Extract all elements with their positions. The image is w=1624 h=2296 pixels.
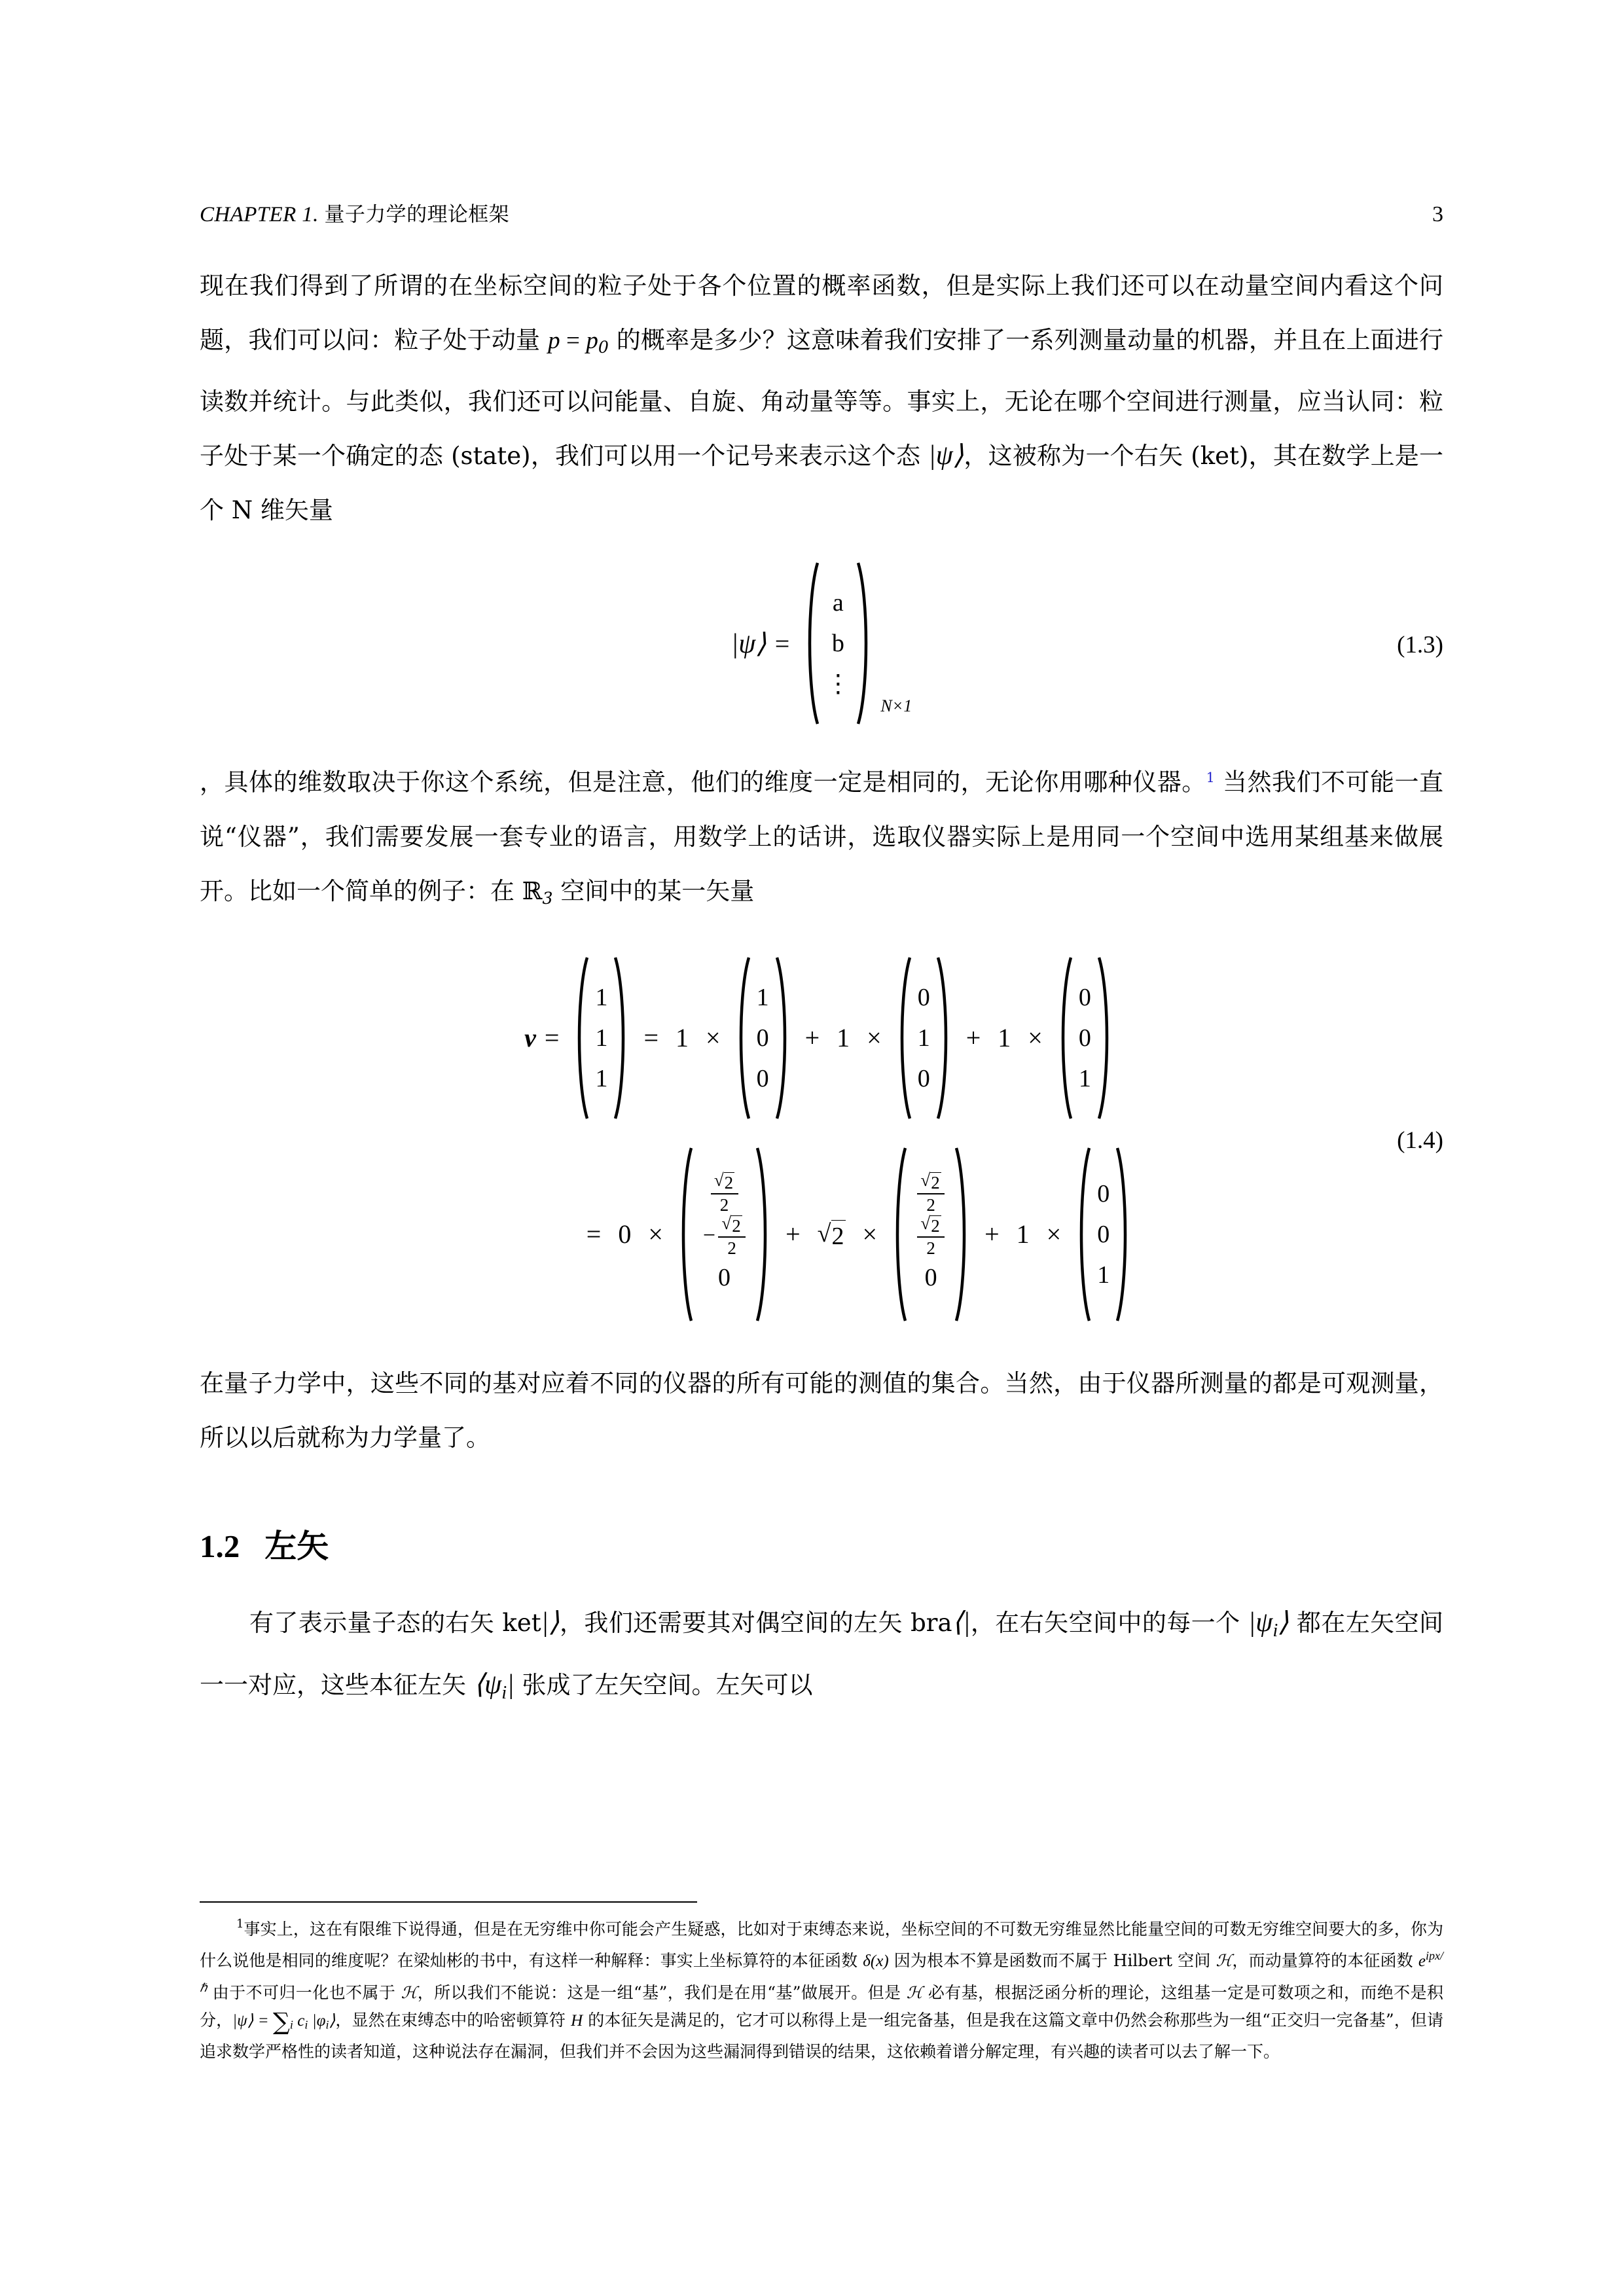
- p1-ket-psi: |ψ⟩: [928, 440, 964, 471]
- sqrt-icon: √ 2: [920, 1170, 940, 1193]
- p4-text-b: ，我们还需要其对偶空间的左矢 bra: [559, 1608, 952, 1637]
- left-paren-icon: [571, 956, 588, 1120]
- paragraph-observable: 在量子力学中，这些不同的基对应着不同的仪器的所有可能的测值的集合。当然，由于仪器所测量的都是可观测量，所以以后就称为力学量了。: [200, 1369, 1443, 1452]
- p2-symbol-R: ℝ: [522, 876, 543, 905]
- eq13-vector-subscript: N×1: [880, 696, 912, 716]
- left-paren-icon: [1074, 1147, 1091, 1322]
- eq14-r1-t1-cell-1: 1: [917, 1024, 930, 1052]
- eq14-r2-t0-cells: [693, 1147, 756, 1322]
- p1-text-c: ，这被称为一个右矢 (ket)，其在数学上是一个 N 维矢量: [200, 442, 1443, 525]
- eq14-r1-t2-coef: 1: [998, 1023, 1011, 1053]
- left-paren-icon: [676, 1147, 693, 1322]
- eq14-r1-lhs-cell-0: 1: [595, 983, 608, 1011]
- eq13-vector-wrap: [798, 562, 912, 725]
- eq14-r1-t1-vector: [894, 956, 954, 1120]
- eq14-r2-t1-cell-1: [917, 1214, 945, 1258]
- footnote-marker-link[interactable]: 1: [1206, 770, 1215, 786]
- eq14-r1-t2-cells: [1072, 956, 1098, 1120]
- p4-ket-empty: |⟩: [541, 1607, 560, 1638]
- fn-text-3: ，而动量算符的本征函数: [1232, 1951, 1418, 1971]
- eq14-r2-t2-vector: [1074, 1147, 1133, 1322]
- eq13-cell-2: ⋮: [825, 670, 851, 698]
- eq14-r1-t0-cell-0: 1: [756, 983, 769, 1011]
- eq14-r2-t2-plus: +: [984, 1219, 1000, 1249]
- negative-fraction: [703, 1215, 746, 1257]
- eq13-lhs: |ψ⟩: [731, 629, 767, 660]
- left-paren-icon: [890, 1147, 907, 1322]
- right-paren-icon: [955, 1147, 972, 1322]
- equation-1-3-row: [200, 545, 1443, 742]
- section-heading-1-2: [200, 1521, 1443, 1567]
- eq14-r1-t1-times: ×: [867, 1023, 882, 1053]
- fraction-numerator: [712, 1172, 737, 1193]
- paragraph-intro: [200, 259, 1443, 537]
- eq14-r2-t0-cell-1: [703, 1214, 746, 1257]
- eq14-r2-t2-coef: 1: [1016, 1219, 1030, 1249]
- page-number: 3: [1432, 202, 1443, 226]
- eq14-r1-lhs-cell-1: 1: [595, 1024, 608, 1052]
- fraction-sqrt2-over-2: [718, 1215, 746, 1257]
- right-paren-icon: [1098, 956, 1115, 1120]
- right-paren-icon: [1116, 1147, 1133, 1322]
- running-head: [200, 204, 1443, 226]
- fn-delta-function: δ(x): [863, 1952, 889, 1971]
- eq14-r2-t1-cell-2: 0: [924, 1264, 937, 1292]
- eq13-cell-0: a: [832, 589, 844, 617]
- equation-1-3-number: (1.3): [1397, 632, 1443, 659]
- eq14-vector-lhs: [571, 956, 631, 1120]
- p4-ket-psi-i: $|\psi_i⟩$: [1248, 1607, 1289, 1641]
- eq14-lhs-v: v: [524, 1023, 536, 1053]
- eq14-r2-t1-plus: +: [785, 1219, 801, 1249]
- fraction-denominator: 2: [727, 1238, 736, 1258]
- footnote-number: 1: [236, 1917, 244, 1931]
- eq14-r2-equals: =: [586, 1219, 602, 1249]
- eq14-r2-t1-coef: [818, 1217, 846, 1251]
- fn-text-8: 的本征矢是满足的，它才可以称得上是一组完备基，但是我在这篇文章中仍然会称那些为一组“正交归一完备基”，但请追求数学严格性的读者知道，这种说法存在漏洞，但我们并不会因为这些漏洞得到错误的结果，这依赖着谱分解定理，有兴趣的读者可以去了解一下。: [200, 2010, 1443, 2062]
- equation-1-4-number: (1.4): [1397, 1126, 1443, 1154]
- paragraph-dimension: [200, 751, 1443, 925]
- eq14-r2-t0-cell-0: [711, 1171, 738, 1215]
- eq14-equals-1: =: [544, 1023, 560, 1053]
- fraction-numerator: [918, 1172, 943, 1193]
- fn-text-7: ，显然在束缚态中的哈密顿算符: [335, 2010, 571, 2030]
- p1-text-a: 现在我们得到了所谓的在坐标空间的粒子处于各个位置的概率函数，但是实际上我们还可以在动量空间内看这个问题，我们可以问：粒子处于动量: [200, 272, 1443, 354]
- p1-text-b: 的概率是多少？这意味着我们安排了一系列测量动量的机器，并且在上面进行读数并统计。与此类似，我们还可以问能量、自旋、角动量等等。事实上，无论在哪个空间进行测量，应当认同：粒子处于某一个确定的态 (state)，我们可以用一个记号来表示这个态: [200, 326, 1443, 471]
- equation-1-4-row-2: [200, 1136, 1443, 1333]
- eq14-r1-t0-vector: [733, 956, 793, 1120]
- fn-hamiltonian-symbol: H: [571, 2011, 583, 2030]
- p4-bra-empty: ⟨|: [952, 1607, 971, 1638]
- p4-bra-psi-i: $⟨\psi_i|$: [473, 1669, 514, 1703]
- eq14-r1-t2-plus: +: [965, 1023, 981, 1053]
- sqrt-icon: √ 2: [817, 1220, 844, 1251]
- p1-symbol-p0: p: [586, 327, 598, 354]
- p2-text-b: 当然我们不可能一直说“仪器”，我们需要发展一套专业的语言，用数学上的话讲，选取仪器实际上是用同一个空间中选用某组基来做展开。比如一个简单的例子：在: [200, 768, 1444, 905]
- running-head-chapter-label: CHAPTER 1.: [200, 203, 319, 226]
- fraction-denominator: 2: [926, 1194, 935, 1215]
- left-paren-icon: [802, 562, 819, 725]
- running-head-chapter-title: 量子力学的理论框架: [324, 203, 510, 226]
- running-head-chapter: [200, 204, 509, 226]
- eq14-r1-t0-cell-2: 0: [756, 1064, 769, 1092]
- fraction-denominator: 2: [719, 1195, 729, 1215]
- eq14-equals-2: =: [643, 1023, 659, 1053]
- eq14-vector-lhs-cells: [588, 956, 614, 1120]
- footnote-rule: [200, 1901, 697, 1903]
- eq14-r2-t2-cell-0: 0: [1097, 1179, 1110, 1208]
- eq14-r2-t0-vector: [676, 1147, 773, 1322]
- fn-text-4: 由于不可归一化也不属于: [207, 1982, 401, 2002]
- paragraph-bra: [200, 1596, 1443, 1720]
- eq14-r2-t1-times: ×: [862, 1219, 878, 1249]
- right-paren-icon: [614, 956, 631, 1120]
- document-body: [200, 259, 1443, 1720]
- fn-hilbert-space-2: ℋ: [401, 1984, 418, 2002]
- p2-text-a: ，具体的维数取决于你这个系统，但是注意，他们的维度一定是相同的，无论你用哪种仪器。: [200, 768, 1206, 797]
- p4-text-a: 有了表示量子态的右矢 ket: [249, 1608, 541, 1637]
- eq13-vector: [802, 562, 874, 725]
- footnote-area: [200, 1901, 1443, 2065]
- right-paren-icon: [937, 956, 954, 1120]
- eq14-r1-t2-cell-0: 0: [1078, 983, 1091, 1011]
- p1-equals: =: [560, 327, 586, 354]
- eq14-r2-t2-cell-2: 1: [1097, 1261, 1110, 1289]
- eq14-r1-t1-coef: 1: [837, 1023, 850, 1053]
- fn-text-2: 因为根本不算是函数而不属于 Hilbert 空间: [888, 1951, 1216, 1971]
- sqrt-icon: √ 2: [920, 1213, 940, 1236]
- eq13-cell-1: b: [831, 630, 844, 658]
- fraction-sqrt2-over-2: [917, 1215, 945, 1257]
- fraction-sqrt2-over-2: [711, 1172, 738, 1214]
- equation-1-4-block: [200, 940, 1443, 1339]
- eq14-r1-t0-cells: [750, 956, 776, 1120]
- fn-hilbert-space-1: ℋ: [1216, 1952, 1233, 1971]
- eq14-r2-t1-vector: [890, 1147, 972, 1322]
- eq14-r1-t0-coef: 1: [676, 1023, 689, 1053]
- p2-symbol-R-sub: 3: [542, 888, 553, 908]
- p4-text-c: ，在右矢空间中的每一个: [970, 1608, 1248, 1637]
- section-number: 1.2: [200, 1528, 240, 1564]
- eq14-r2-t2-cells: [1091, 1147, 1116, 1322]
- sqrt-icon: √ 2: [713, 1170, 734, 1193]
- left-paren-icon: [894, 956, 911, 1120]
- eq13-vector-cells: [819, 562, 857, 725]
- eq14-r2-t0-times: ×: [648, 1219, 663, 1249]
- eq14-r1-t1-cells: [911, 956, 937, 1120]
- eq14-r1-t2-times: ×: [1028, 1023, 1043, 1053]
- eq14-r2-t0-coef: 0: [618, 1219, 632, 1249]
- fraction-numerator: [719, 1215, 744, 1236]
- fn-momentum-eigenfunction: $e^{ipx/\hbar}$: [200, 1949, 1443, 1995]
- fraction-numerator: [918, 1215, 943, 1236]
- eq14-r1-t2-cell-2: 1: [1078, 1064, 1091, 1092]
- equation-1-3-block: [200, 545, 1443, 742]
- fn-text-1: 事实上，这在有限维下说得通，但是在无穷维中你可能会产生疑惑，比如对于束缚态来说，坐标空间的不可数无穷维显然比能量空间的可数无穷维空间要大的多，你为什么说他是相同的维度呢？在梁灿彬的书中，有这样一种解释：事实上坐标算符的本征函数: [200, 1920, 1443, 1971]
- left-paren-icon: [1055, 956, 1072, 1120]
- eq14-r2-t2-cell-1: 0: [1097, 1220, 1110, 1248]
- eq14-r1-lhs-cell-2: 1: [595, 1064, 608, 1092]
- right-paren-icon: [776, 956, 793, 1120]
- eq14-r1-t1-cell-2: 0: [917, 1064, 930, 1092]
- equation-1-4-row-1: [200, 940, 1443, 1136]
- eq14-r1-t1-cell-0: 0: [917, 983, 930, 1011]
- eq14-r2-t2-times: ×: [1046, 1219, 1062, 1249]
- fraction-sqrt2-over-2: [917, 1172, 945, 1214]
- right-paren-icon: [857, 562, 874, 725]
- p4-text-e: 张成了左矢空间。左矢可以: [514, 1670, 813, 1699]
- eq14-r1-t0-cell-1: 0: [756, 1024, 769, 1052]
- sqrt-icon: √ 2: [721, 1213, 741, 1236]
- fraction-denominator: 2: [926, 1238, 935, 1259]
- p1-symbol-p: p: [548, 327, 560, 354]
- fn-text-6: 必有基，根据泛函分析的理论，这组基一定是可数项之和，而绝不是积分，: [200, 1982, 1443, 2030]
- minus-sign: −: [702, 1223, 716, 1248]
- footnote-text: [200, 1910, 1443, 2065]
- fn-text-5: ，所以我们不能说：这是一组“基”，我们是在用“基”做展开。但是: [417, 1982, 907, 2002]
- fn-hilbert-space-3: ℋ: [906, 1984, 923, 2002]
- p4-text-d: 都在左矢空间一一对应，这些本征左矢: [200, 1608, 1443, 1699]
- p2-text-c: 空间中的某一矢量: [552, 876, 755, 905]
- eq14-r2-t1-cells: [907, 1147, 955, 1322]
- eq14-r2-t1-cell-0: [917, 1170, 945, 1214]
- p1-symbol-p0-sub: 0: [598, 338, 609, 357]
- section-title: 左矢: [264, 1526, 329, 1565]
- right-paren-icon: [756, 1147, 773, 1322]
- left-paren-icon: [733, 956, 750, 1120]
- eq14-r2-t0-cell-2: 0: [718, 1263, 731, 1291]
- eq14-r1-t2-vector: [1055, 956, 1115, 1120]
- eq13-equals: =: [774, 628, 790, 658]
- eq14-r1-t1-plus: +: [804, 1023, 820, 1053]
- eq14-r1-t0-times: ×: [706, 1023, 721, 1053]
- eq14-r1-t2-cell-1: 0: [1078, 1024, 1091, 1052]
- fn-state-expansion-formula: |ψ⟩ = ∑i ci |φi⟩: [232, 2007, 336, 2036]
